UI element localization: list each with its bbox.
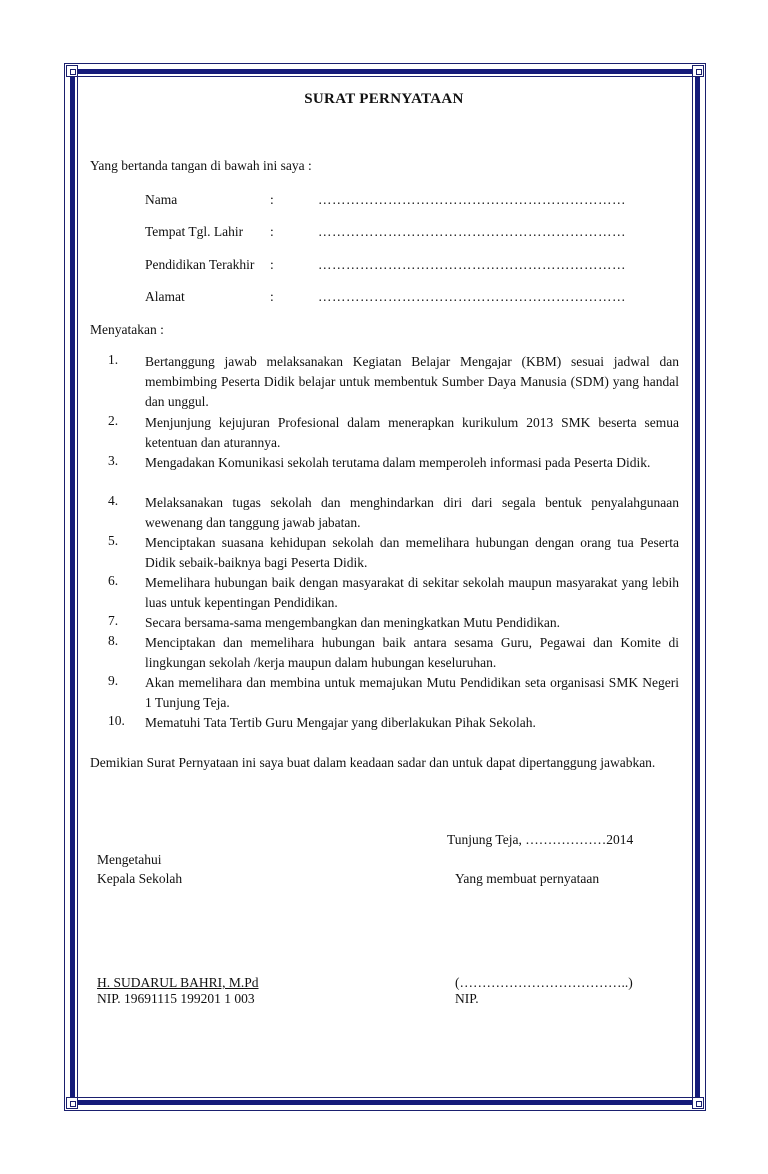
field-colon: : <box>270 289 274 304</box>
field-colon: : <box>270 257 274 272</box>
field-blank-tempat-tgl-lahir: ………………………………………………………… <box>318 224 626 239</box>
intro-text: Yang bertanda tangan di bawah ini saya : <box>90 158 312 173</box>
field-label-tempat-tgl-lahir: Tempat Tgl. Lahir <box>145 224 244 239</box>
field-blank-alamat: ………………………………………………………… <box>318 289 626 304</box>
corner-ornament-top-right <box>692 65 704 77</box>
list-item-number: 3. <box>108 453 119 468</box>
list-item-number: 10. <box>108 713 125 728</box>
field-colon: : <box>270 192 274 207</box>
field-blank-nama: ………………………………………………………… <box>318 192 626 207</box>
document-title: SURAT PERNYATAAN <box>304 91 464 107</box>
list-item-number: 8. <box>108 633 119 648</box>
corner-ornament-top-left <box>66 65 78 77</box>
list-item: Akan memelihara dan membina untuk memajukan Mutu Pendidikan seta organisasi SMK Negeri 1 Tunjung Teja. <box>145 675 679 710</box>
list-item-number: 1. <box>108 352 119 367</box>
list-item-number: 5. <box>108 533 119 548</box>
list-item-number: 7. <box>108 613 119 628</box>
field-blank-pendidikan: ………………………………………………………… <box>318 257 626 272</box>
menyatakan-heading: Menyatakan : <box>90 322 164 337</box>
closing-paragraph: Demikian Surat Pernyataan ini saya buat dalam keadaan sadar dan untuk dapat dipertanggung jawabkan. <box>90 755 656 770</box>
corner-ornament-bottom-right <box>692 1097 704 1109</box>
list-item-number: 4. <box>108 493 119 508</box>
field-colon: : <box>270 224 274 239</box>
signature-left-caption: Mengetahui <box>97 852 162 867</box>
signature-right-name-blank: (………………………………..) <box>455 975 633 990</box>
signature-left-nip: NIP. 19691115 199201 1 003 <box>97 991 255 1006</box>
field-label-pendidikan: Pendidikan Terakhir <box>145 257 255 272</box>
field-label-alamat: Alamat <box>145 289 185 304</box>
signature-right-nip: NIP. <box>455 991 479 1006</box>
list-item: Mengadakan Komunikasi sekolah terutama dalam memperoleh informasi pada Peserta Didik. <box>145 455 651 470</box>
signature-left-name: H. SUDARUL BAHRI, M.Pd <box>97 975 259 990</box>
list-item: Memelihara hubungan baik dengan masyarakat di sekitar sekolah maupun masyarakat yang lebih luas untuk kepentingan Pendidikan. <box>145 575 679 610</box>
list-item: Menciptakan suasana kehidupan sekolah dan memelihara hubungan dengan orang tua Peserta Didik sebaik-baiknya bagi Peserta Didik. <box>145 535 679 570</box>
list-item: Bertanggung jawab melaksanakan Kegiatan Belajar Mengajar (KBM) sesuai jadwal dan membimbing Peserta Didik belajar untuk membentuk Sumber Daya Manusia (SDM) yang handal dan unggul. <box>145 354 679 409</box>
list-item: Melaksanakan tugas sekolah dan menghindarkan diri dari segala bentuk penyalahgunaan wewenang dan tanggung jawab jabatan. <box>145 495 679 530</box>
list-item: Mematuhi Tata Tertib Guru Mengajar yang diberlakukan Pihak Sekolah. <box>145 715 536 730</box>
list-item: Menciptakan dan memelihara hubungan baik antara sesama Guru, Pegawai dan Komite di lingkungan sekolah /kerja maupun dalam hubungan keseluruhan. <box>145 635 679 670</box>
list-item: Menjunjung kejujuran Profesional dalam menerapkan kurikulum 2013 SMK beserta semua ketentuan dan aturannya. <box>145 415 679 450</box>
corner-ornament-bottom-left <box>66 1097 78 1109</box>
list-item-number: 2. <box>108 413 119 428</box>
signature-left-role: Kepala Sekolah <box>97 871 183 886</box>
field-label-nama: Nama <box>145 192 178 207</box>
signature-right-role: Yang membuat pernyataan <box>455 871 600 886</box>
list-item-number: 9. <box>108 673 119 688</box>
signature-date: Tunjung Teja, ………………2014 <box>447 832 634 847</box>
list-item: Secara bersama-sama mengembangkan dan meningkatkan Mutu Pendidikan. <box>145 615 560 630</box>
list-item-number: 6. <box>108 573 119 588</box>
